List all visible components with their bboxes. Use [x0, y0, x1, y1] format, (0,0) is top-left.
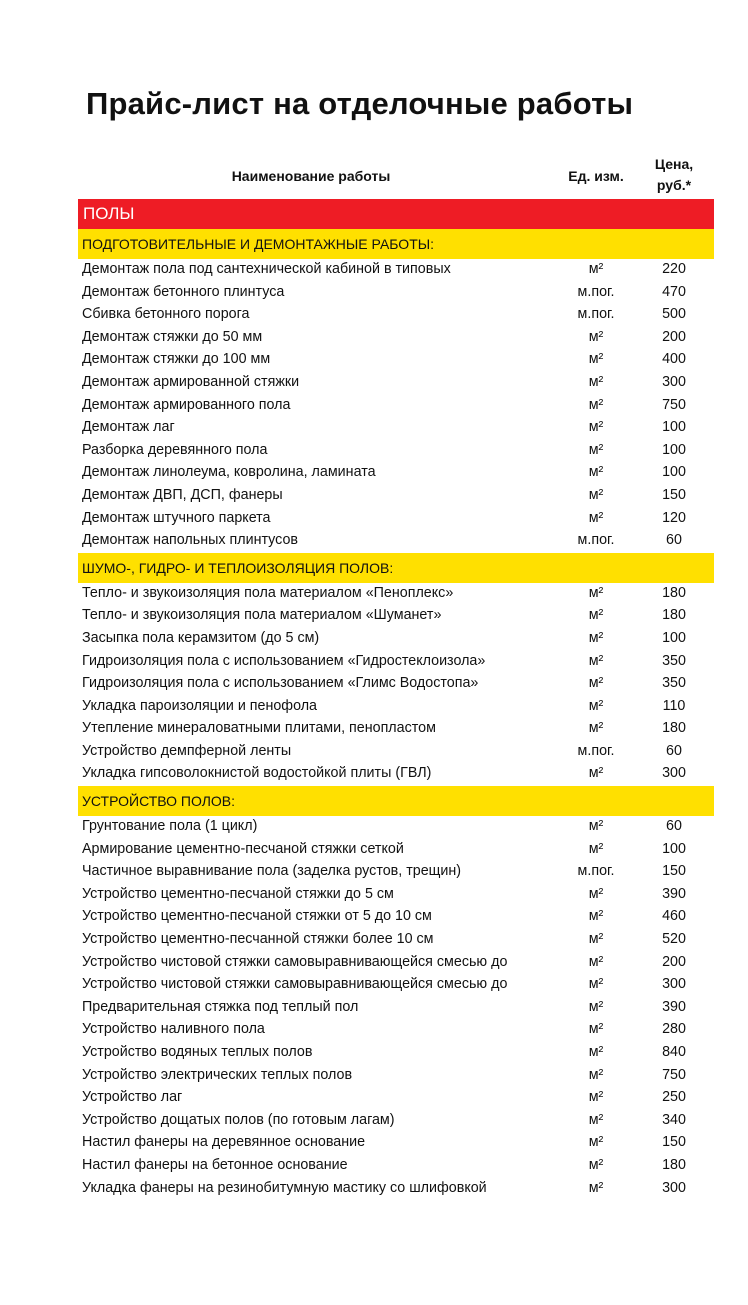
work-unit: м² — [588, 607, 604, 624]
work-price: 500 — [662, 306, 686, 323]
work-name: Засыпка пола керамзитом (до 5 см) — [82, 629, 320, 646]
table-row — [78, 952, 714, 975]
work-name: Настил фанеры на бетонное основание — [82, 1156, 348, 1173]
work-unit: м.пог. — [577, 863, 615, 880]
section-header: УСТРОЙСТВО ПОЛОВ: — [78, 786, 714, 816]
work-price: 120 — [662, 509, 686, 526]
work-price: 100 — [662, 840, 686, 857]
work-name: Демонтаж напольных плинтусов — [82, 532, 299, 549]
work-unit: м² — [588, 441, 604, 458]
table-row — [78, 417, 714, 440]
work-price: 150 — [662, 486, 686, 503]
header-unit: Ед. изм. — [568, 168, 624, 184]
work-name: Устройство чистовой стяжки самовыравнивающейся смесью до — [82, 976, 508, 993]
work-name: Демонтаж армированного пола — [82, 396, 291, 413]
work-price: 250 — [662, 1089, 686, 1106]
work-price: 100 — [662, 629, 686, 646]
work-price: 60 — [666, 532, 682, 549]
table-row — [78, 763, 714, 786]
work-unit: м.пог. — [577, 306, 615, 323]
work-unit: м.пог. — [577, 742, 615, 759]
work-unit: м² — [588, 509, 604, 526]
table-row — [78, 395, 714, 418]
table-row — [78, 906, 714, 929]
table-row — [78, 696, 714, 719]
work-price: 460 — [662, 908, 686, 925]
work-name: Устройство наливного пола — [82, 1021, 265, 1038]
work-name: Тепло- и звукоизоляция пола материалом «Пеноплекс» — [82, 584, 454, 601]
table-row — [78, 349, 714, 372]
work-price: 350 — [662, 652, 686, 669]
work-unit: м.пог. — [577, 283, 615, 300]
work-name: Демонтаж лаг — [82, 419, 175, 436]
work-name: Демонтаж стяжки до 50 мм — [82, 328, 263, 345]
table-row — [78, 259, 714, 282]
table-row — [78, 282, 714, 305]
table-row — [78, 1155, 714, 1178]
work-price: 200 — [662, 328, 686, 345]
header-price-line1: Цена, — [654, 156, 694, 172]
table-row — [78, 741, 714, 764]
work-name: Демонтаж бетонного плинтуса — [82, 283, 285, 300]
work-price: 840 — [662, 1044, 686, 1060]
work-name: Демонтаж армированной стяжки — [82, 373, 300, 390]
work-price: 100 — [662, 441, 686, 458]
work-name: Демонтаж пола под сантехнической кабиной в типовых — [82, 261, 451, 277]
work-unit: м² — [588, 840, 604, 857]
work-price: 350 — [662, 675, 686, 692]
work-unit: м² — [588, 652, 604, 669]
work-name: Укладка гипсоволокнистой водостойкой плиты (ГВЛ) — [82, 765, 432, 782]
work-price: 520 — [662, 931, 686, 948]
header-price — [640, 154, 708, 196]
table-row — [78, 673, 714, 696]
work-price: 300 — [662, 373, 686, 390]
work-unit: м² — [588, 1179, 604, 1196]
table-row — [78, 929, 714, 952]
price-table — [78, 199, 714, 1200]
work-unit: м² — [588, 328, 604, 345]
work-name: Демонтаж линолеума, ковролина, ламината — [82, 464, 376, 481]
work-unit: м² — [588, 1066, 604, 1083]
work-unit: м² — [588, 720, 604, 737]
work-price: 110 — [662, 697, 686, 714]
table-row — [78, 861, 714, 884]
work-unit: м² — [588, 486, 604, 503]
work-price: 390 — [662, 885, 686, 902]
work-unit: м² — [588, 953, 604, 970]
work-unit: м² — [588, 419, 604, 436]
work-price: 280 — [662, 1021, 686, 1038]
work-unit: м² — [588, 464, 604, 481]
table-row — [78, 327, 714, 350]
work-price: 340 — [662, 1111, 686, 1128]
table-row — [78, 816, 714, 839]
table-row — [78, 440, 714, 463]
work-unit: м² — [588, 885, 604, 902]
work-name: Устройство дощатых полов (по готовым лагам) — [82, 1111, 395, 1128]
table-row — [78, 530, 714, 553]
work-price: 470 — [662, 283, 686, 300]
work-unit: м² — [588, 675, 604, 692]
work-price: 100 — [662, 464, 686, 481]
work-name: Устройство цементно-песчаной стяжки до 5 см — [82, 885, 394, 902]
work-name: Устройство лаг — [82, 1089, 183, 1106]
table-row — [78, 605, 714, 628]
work-name: Предварительная стяжка под теплый пол — [82, 998, 359, 1015]
work-price: 400 — [662, 351, 686, 368]
work-unit: м² — [588, 1156, 604, 1173]
work-name: Демонтаж стяжки до 100 мм — [82, 351, 271, 368]
work-name: Устройство цементно-песчанной стяжки более 10 см — [82, 931, 434, 948]
work-unit: м² — [588, 396, 604, 413]
table-row — [78, 974, 714, 997]
header-name: Наименование работы — [231, 168, 391, 184]
work-name: Грунтование пола (1 цикл) — [82, 818, 258, 835]
work-price: 150 — [662, 863, 686, 880]
work-name: Армирование цементно-песчаной стяжки сеткой — [82, 840, 404, 857]
work-unit: м² — [588, 1044, 604, 1060]
table-row — [78, 462, 714, 485]
table-row — [78, 997, 714, 1020]
work-price: 220 — [662, 261, 686, 277]
work-name: Частичное выравнивание пола (заделка рустов, трещин) — [82, 863, 462, 880]
table-header — [78, 152, 714, 199]
work-unit: м² — [588, 697, 604, 714]
work-unit: м.пог. — [577, 532, 615, 549]
work-unit: м² — [588, 818, 604, 835]
table-row — [78, 485, 714, 508]
table-row — [78, 583, 714, 606]
work-name: Сбивка бетонного порога — [82, 306, 250, 323]
table-row — [78, 1132, 714, 1155]
section-header: ПОДГОТОВИТЕЛЬНЫЕ И ДЕМОНТАЖНЫЕ РАБОТЫ: — [78, 229, 714, 259]
work-price: 300 — [662, 1179, 686, 1196]
table-row — [78, 1087, 714, 1110]
work-price: 300 — [662, 765, 686, 782]
work-unit: м² — [588, 931, 604, 948]
work-price: 750 — [662, 396, 686, 413]
work-name: Гидроизоляция пола с использованием «Гидростеклоизола» — [82, 652, 486, 669]
work-unit: м² — [588, 998, 604, 1015]
work-unit: м² — [588, 976, 604, 993]
table-row — [78, 372, 714, 395]
work-unit: м² — [588, 629, 604, 646]
work-price: 100 — [662, 419, 686, 436]
table-row — [78, 304, 714, 327]
header-price-line2: руб.* — [656, 177, 692, 193]
work-unit: м² — [588, 1089, 604, 1106]
table-row — [78, 1178, 714, 1201]
work-name: Укладка фанеры на резинобитумную мастику со шлифовкой — [82, 1179, 487, 1196]
work-name: Гидроизоляция пола с использованием «Глимс Водостопа» — [82, 675, 479, 692]
work-name: Устройство чистовой стяжки самовыравнивающейся смесью до — [82, 953, 508, 970]
work-name: Утепление минераловатными плитами, пенопластом — [82, 720, 436, 737]
work-unit: м² — [588, 584, 604, 601]
work-name: Демонтаж ДВП, ДСП, фанеры — [82, 486, 283, 503]
work-unit: м² — [588, 765, 604, 782]
category-row: ПОЛЫ — [78, 199, 714, 229]
work-name: Настил фанеры на деревянное основание — [82, 1134, 366, 1151]
work-name: Устройство цементно-песчаной стяжки от 5 до 10 см — [82, 908, 432, 925]
table-row — [78, 1019, 714, 1042]
table-row — [78, 718, 714, 741]
work-price: 60 — [666, 742, 682, 759]
work-price: 180 — [662, 584, 686, 601]
table-row — [78, 839, 714, 862]
work-unit: м² — [588, 373, 604, 390]
work-name: Устройство электрических теплых полов — [82, 1066, 353, 1083]
table-row — [78, 1042, 714, 1065]
work-name: Укладка пароизоляции и пенофола — [82, 697, 318, 714]
work-price: 180 — [662, 720, 686, 737]
work-unit: м² — [588, 1134, 604, 1151]
table-row — [78, 628, 714, 651]
table-row — [78, 1110, 714, 1133]
work-price: 60 — [666, 818, 682, 835]
work-unit: м² — [588, 1111, 604, 1128]
work-price: 300 — [662, 976, 686, 993]
work-price: 150 — [662, 1134, 686, 1151]
work-name: Тепло- и звукоизоляция пола материалом «Шуманет» — [82, 607, 442, 624]
work-unit: м² — [588, 1021, 604, 1038]
table-row — [78, 884, 714, 907]
work-price: 200 — [662, 953, 686, 970]
table-row — [78, 1065, 714, 1088]
table-row — [78, 508, 714, 531]
work-price: 180 — [662, 607, 686, 624]
table-row — [78, 651, 714, 674]
work-price: 180 — [662, 1156, 686, 1173]
page-title: Прайс-лист на отделочные работы — [86, 86, 634, 121]
work-price: 750 — [662, 1066, 686, 1083]
work-price: 390 — [662, 998, 686, 1015]
work-unit: м² — [588, 351, 604, 368]
work-unit: м² — [588, 908, 604, 925]
work-name: Устройство водяных теплых полов — [82, 1044, 313, 1060]
work-name: Разборка деревянного пола — [82, 441, 268, 458]
work-unit: м² — [588, 261, 604, 277]
work-name: Устройство демпферной ленты — [82, 742, 292, 759]
section-header: ШУМО-, ГИДРО- И ТЕПЛОИЗОЛЯЦИЯ ПОЛОВ: — [78, 553, 714, 583]
work-name: Демонтаж штучного паркета — [82, 509, 271, 526]
